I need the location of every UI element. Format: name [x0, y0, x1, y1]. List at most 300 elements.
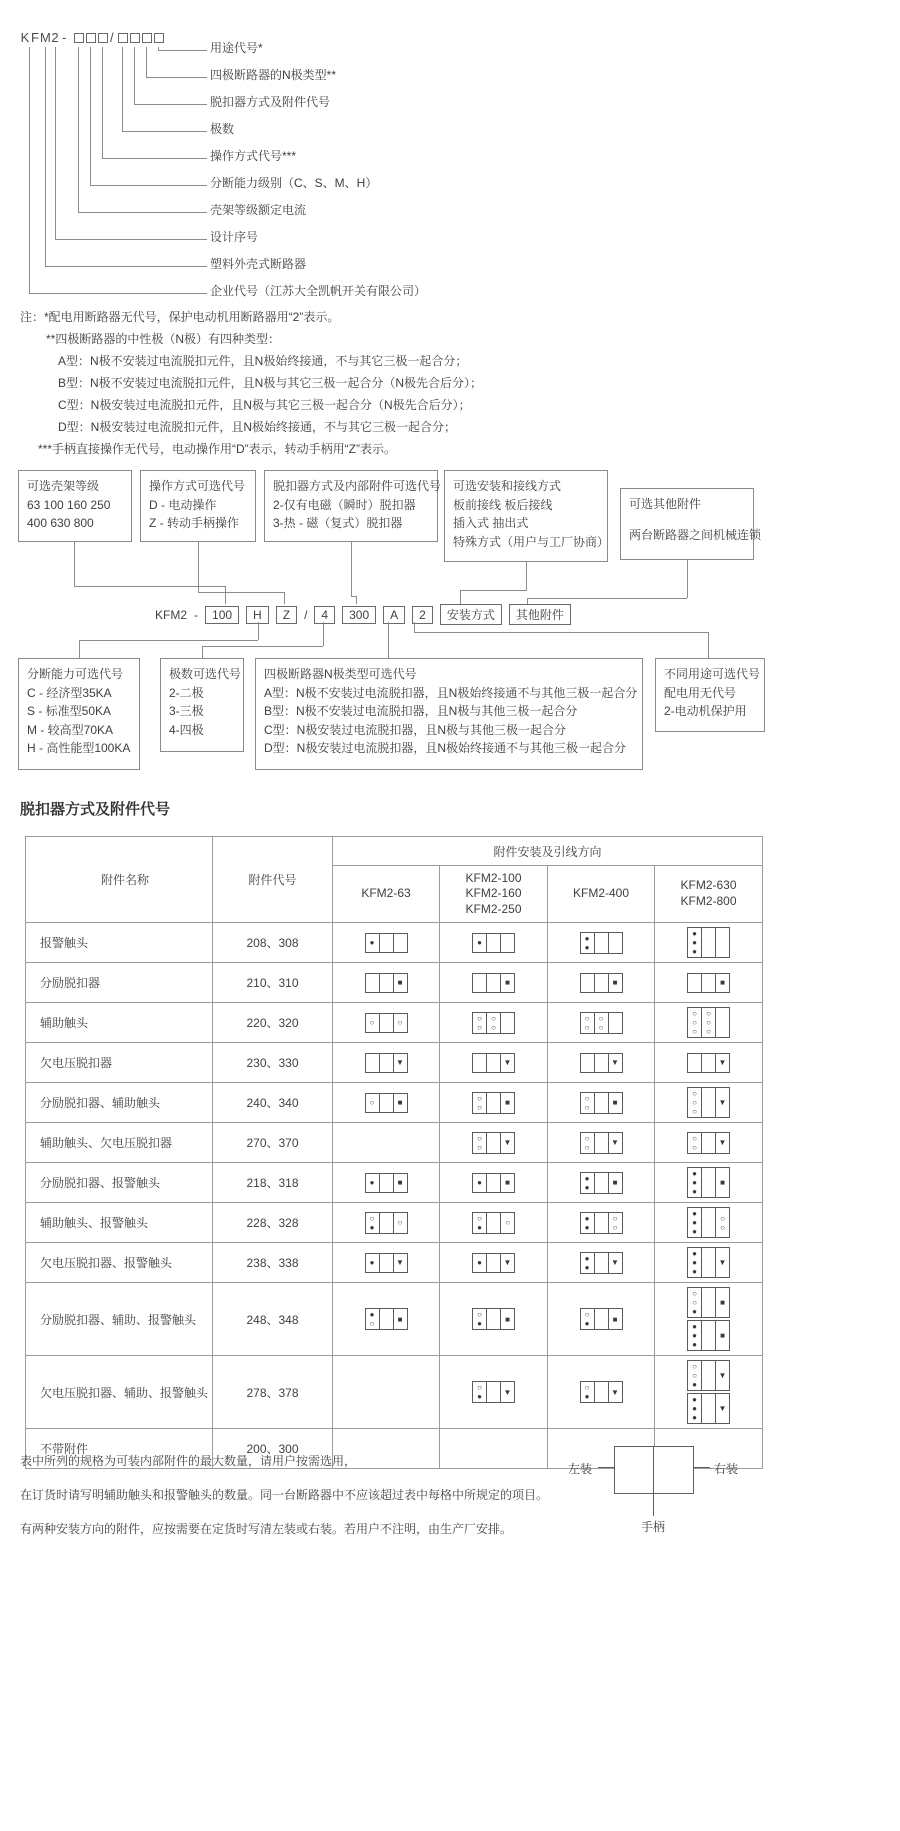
accessory-code: 218、318	[213, 1163, 333, 1203]
accessory-symbol: ●	[692, 1413, 697, 1422]
accessory-row	[26, 1123, 763, 1163]
accessory-symbol: ●	[692, 1404, 697, 1413]
install-compartment	[366, 1213, 380, 1233]
model-part-label: 分断能力级别（C、S、M、H）	[210, 176, 378, 190]
install-compartment	[702, 1133, 716, 1153]
install-box-row	[657, 1207, 760, 1238]
accessory-row	[26, 1083, 763, 1123]
leader-line	[29, 47, 207, 294]
accessory-install-cell	[440, 1356, 548, 1429]
install-compartment	[716, 928, 729, 957]
n-pole-type-options-box	[255, 658, 643, 770]
accessory-code: 208、308	[213, 923, 333, 963]
accessory-symbol: ●	[692, 1331, 697, 1340]
install-box-row	[442, 1173, 545, 1193]
accessory-symbol: ●	[692, 929, 697, 938]
accessory-install-cell	[440, 1123, 548, 1163]
accessory-install-cell	[333, 1003, 440, 1043]
accessory-symbol: ▼	[611, 1058, 619, 1067]
accessory-symbol: ▼	[503, 1258, 512, 1267]
install-compartment	[394, 1309, 407, 1329]
install-compartment	[609, 1054, 622, 1072]
connector-line	[79, 640, 258, 641]
connector-line	[198, 542, 199, 592]
install-compartment	[366, 934, 380, 952]
install-compartment	[595, 1309, 609, 1329]
accessory-symbol: ■	[612, 978, 618, 987]
install-compartment	[702, 1394, 716, 1423]
install-box-row	[550, 1252, 652, 1274]
accessory-symbol: ■	[612, 1314, 618, 1324]
model-letter: K	[20, 30, 30, 45]
accessory-symbol: ●	[692, 1258, 697, 1267]
accessory-symbol: ●	[477, 1178, 482, 1187]
accessory-name: 辅助触头、欠电压脱扣器	[26, 1123, 213, 1163]
accessory-row	[26, 963, 763, 1003]
install-position-box	[472, 1173, 515, 1193]
accessory-symbol: ●	[584, 1253, 590, 1263]
install-compartment	[581, 1173, 595, 1193]
install-position-box	[580, 932, 623, 954]
connector-line	[708, 632, 709, 658]
connector-line	[225, 586, 226, 604]
text-line: 板前接线 板后接线	[453, 497, 553, 512]
install-compartment	[473, 974, 487, 992]
install-compartment	[473, 1213, 487, 1233]
text-line: 2-电动机保护用	[664, 704, 747, 719]
option-box-title: 可选其他附件	[629, 497, 702, 511]
accessory-symbol: ○	[692, 1133, 697, 1143]
install-compartment	[380, 1309, 394, 1329]
footer-note: 有两种安装方向的附件，应按需要在定货时写清左装或右装。若用户不注明，由生产厂安排。	[20, 1522, 513, 1536]
install-compartment	[609, 1213, 622, 1233]
install-compartment	[501, 1054, 514, 1072]
accessory-symbol: ▼	[718, 1258, 727, 1267]
install-box-row	[442, 1012, 545, 1034]
note-line: C型：N极安装过电流脱扣元件，且N极与其它三极一起合分（N极先合后分）；	[58, 398, 471, 412]
accessory-symbol: ○	[369, 1213, 375, 1223]
accessory-row	[26, 1203, 763, 1243]
install-box-row	[442, 1212, 545, 1234]
accessory-symbol: ○	[612, 1213, 618, 1223]
option-box-lines	[27, 684, 131, 758]
accessory-symbol: ●	[692, 1249, 697, 1258]
accessory-symbol: ●	[692, 1380, 697, 1389]
text-line: 特殊方式（用户与工厂协商）	[453, 534, 610, 549]
install-compartment	[581, 1133, 595, 1153]
install-compartment	[473, 1054, 487, 1072]
install-position-box	[580, 1172, 623, 1194]
accessory-row	[26, 1043, 763, 1083]
code-token: 4	[314, 606, 335, 624]
install-compartment	[366, 1309, 380, 1329]
handle-label: 手柄	[641, 1520, 666, 1534]
option-box-lines	[629, 526, 762, 545]
code-token: KFM2	[155, 607, 188, 622]
code-slot-box	[130, 33, 140, 43]
install-compartment	[609, 1173, 622, 1193]
accessory-install-cell	[333, 1083, 440, 1123]
breaker-outline	[614, 1446, 694, 1494]
connector-line	[258, 622, 259, 640]
install-position-box	[580, 973, 623, 993]
accessory-install-cell	[333, 1043, 440, 1083]
install-compartment	[716, 974, 729, 992]
install-compartment	[473, 1133, 487, 1153]
accessory-install-cell	[548, 963, 655, 1003]
install-position-box	[687, 1132, 730, 1154]
install-compartment	[366, 1094, 380, 1112]
install-compartment	[380, 1213, 394, 1233]
install-box-row	[335, 1013, 437, 1033]
accessory-row	[26, 923, 763, 963]
model-letter: F	[31, 30, 39, 45]
install-position-box	[687, 1053, 730, 1073]
text-line: B型：N极不安装过电流脱扣器，且N极与其他三极一起合分	[264, 704, 578, 719]
text-line: H - 高性能型100KA	[27, 741, 131, 756]
accessory-symbol: ○	[584, 1093, 590, 1103]
install-box-row	[442, 1053, 545, 1073]
accessory-symbol: ●	[369, 1222, 375, 1232]
install-box-row	[550, 1172, 652, 1194]
connector-line	[460, 590, 527, 591]
install-box-row	[335, 1093, 437, 1113]
connector-line	[356, 596, 357, 604]
install-box-row	[657, 1167, 760, 1198]
accessory-table	[25, 836, 763, 1469]
accessory-symbol: ○	[369, 1319, 375, 1328]
install-compartment	[609, 1253, 622, 1273]
accessory-install-cell	[655, 1356, 763, 1429]
accessory-symbol: ●	[692, 1322, 697, 1331]
install-box-row	[550, 932, 652, 954]
accessory-symbol: ■	[397, 1178, 403, 1187]
accessory-symbol: ■	[720, 1331, 725, 1340]
connector-line	[388, 622, 389, 658]
accessory-symbol: ○	[720, 1213, 725, 1223]
accessory-install-cell	[333, 1163, 440, 1203]
accessory-code: 230、330	[213, 1043, 333, 1083]
install-compartment	[487, 1054, 501, 1072]
accessory-symbol: ■	[505, 1098, 510, 1107]
install-compartment	[595, 1013, 609, 1033]
accessory-symbol: ○	[584, 1102, 590, 1112]
text-line: 配电用无代号	[664, 685, 737, 700]
install-compartment	[380, 934, 394, 952]
install-compartment	[473, 1254, 487, 1272]
install-compartment	[716, 1008, 729, 1037]
accessory-symbol: ○	[477, 1142, 482, 1152]
install-compartment	[366, 1174, 380, 1192]
accessory-install-cell	[655, 1203, 763, 1243]
install-position-box	[472, 1381, 515, 1403]
install-position-box	[687, 1320, 730, 1351]
accessory-symbol: ○	[397, 1218, 403, 1227]
install-compartment	[487, 1133, 501, 1153]
accessory-install-cell	[333, 923, 440, 963]
connector-line	[527, 598, 687, 599]
install-compartment	[394, 934, 407, 952]
install-compartment	[688, 1208, 702, 1237]
accessory-name: 欠电压脱扣器、辅助、报警触头	[26, 1356, 213, 1429]
install-compartment	[394, 974, 407, 992]
accessory-symbol: ●	[369, 1310, 375, 1319]
accessory-install-cell	[333, 1356, 440, 1429]
text-line: M - 较高型70KA	[27, 722, 114, 737]
accessory-symbol: ○	[477, 1383, 482, 1392]
install-box-row	[550, 1132, 652, 1154]
code-token: A	[383, 606, 405, 624]
col-header-accessory-code: 附件代号	[213, 837, 333, 923]
text-line: 4-四极	[169, 722, 204, 737]
code-token: /	[304, 607, 308, 622]
install-compartment	[609, 1309, 622, 1329]
install-compartment	[702, 974, 716, 992]
option-box-title: 分断能力可选代号	[27, 667, 124, 681]
accessory-name: 辅助触头	[26, 1003, 213, 1043]
accessory-symbol: ○	[692, 1142, 697, 1152]
accessory-symbol: ●	[692, 938, 697, 947]
install-compartment	[595, 1133, 609, 1153]
accessory-symbol: ○	[692, 1298, 697, 1307]
release-type-options-box	[264, 470, 442, 542]
connector-line	[351, 542, 352, 596]
operation-mode-options-box	[140, 470, 256, 542]
accessory-symbol: ○	[584, 1022, 590, 1032]
accessory-symbol: ●	[584, 1173, 590, 1183]
text-line: S - 标准型50KA	[27, 704, 112, 719]
code-slot-box	[98, 33, 108, 43]
accessory-symbol: ●	[584, 1213, 590, 1223]
accessory-symbol: ○	[397, 1018, 403, 1027]
accessory-row	[26, 1003, 763, 1043]
install-compartment	[581, 1013, 595, 1033]
code-slot-box	[142, 33, 152, 43]
accessory-install-cell	[333, 1123, 440, 1163]
accessory-symbol: ●	[369, 1178, 375, 1187]
accessory-install-cell	[440, 963, 548, 1003]
text-line: 3-热 - 磁（复式）脱扣器	[273, 516, 403, 531]
install-compartment	[609, 974, 622, 992]
accessory-symbol: ●	[692, 1218, 697, 1227]
accessory-symbol: ●	[584, 1182, 590, 1192]
model-letter: M	[40, 30, 51, 45]
note-line: **四极断路器的中性极（N极）有四种类型：	[46, 332, 281, 346]
accessory-install-cell	[655, 1083, 763, 1123]
install-compartment	[688, 1133, 702, 1153]
install-position-box	[365, 973, 408, 993]
accessory-symbol: ▼	[396, 1258, 404, 1267]
text-line: KFM2-100	[465, 870, 522, 885]
install-compartment	[473, 1382, 487, 1402]
install-compartment	[716, 1208, 729, 1237]
install-compartment	[716, 1361, 729, 1390]
connector-line	[202, 646, 323, 647]
install-compartment	[487, 1174, 501, 1192]
accessory-symbol: ▼	[396, 1058, 404, 1067]
option-box-lines	[264, 684, 638, 758]
accessory-code: 240、340	[213, 1083, 333, 1123]
option-box-title: 可选壳架等级	[27, 479, 100, 493]
accessory-install-cell	[548, 1356, 655, 1429]
install-compartment	[473, 1093, 487, 1113]
install-position-box	[472, 933, 515, 953]
install-compartment	[487, 1309, 501, 1329]
accessory-code: 228、328	[213, 1203, 333, 1243]
accessory-symbol: ▼	[718, 1371, 727, 1380]
install-compartment	[609, 933, 622, 953]
col-header-frame-400	[548, 866, 655, 923]
install-box-row	[442, 933, 545, 953]
accessory-symbol: ○	[692, 1027, 697, 1036]
install-box-row	[550, 1308, 652, 1330]
install-box-row	[550, 1012, 652, 1034]
install-compartment	[581, 1054, 595, 1072]
install-box-row	[335, 1212, 437, 1234]
col-header-accessory-name: 附件名称	[26, 837, 213, 923]
text-line: 63 100 160 250	[27, 497, 111, 512]
accessory-symbol: ○	[598, 1013, 604, 1023]
model-part-label: 企业代号（江苏大全凯帆开关有限公司）	[210, 284, 427, 298]
accessory-symbol: ○	[505, 1218, 510, 1227]
install-position-box	[472, 1308, 515, 1330]
install-compartment	[473, 1174, 487, 1192]
install-box-row	[442, 1308, 545, 1330]
accessory-install-cell	[333, 1283, 440, 1356]
install-compartment	[581, 1253, 595, 1273]
accessory-install-cell	[440, 1243, 548, 1283]
accessory-symbol: ○	[584, 1142, 590, 1152]
note-line: D型：N极安装过电流脱扣元件，且N极始终接通，不与其它三极一起合分；	[58, 420, 457, 434]
install-box-row	[657, 1360, 760, 1391]
install-compartment	[688, 974, 702, 992]
accessory-install-cell	[655, 1123, 763, 1163]
text-line: KFM2-800	[680, 894, 737, 908]
text-line: KFM2-630	[680, 878, 737, 893]
accessory-symbol: ●	[477, 1392, 482, 1401]
install-compartment	[501, 1213, 514, 1233]
install-compartment	[501, 1254, 514, 1272]
connector-line	[323, 622, 324, 646]
model-part-label: 极数	[210, 122, 235, 136]
install-compartment	[487, 1013, 501, 1033]
install-compartment	[688, 1361, 702, 1390]
code-slot-box	[74, 33, 84, 43]
install-position-box	[472, 1253, 515, 1273]
pole-count-options-box	[160, 658, 244, 752]
accessory-install-cell	[548, 1283, 655, 1356]
install-compartment	[473, 1013, 487, 1033]
accessory-symbol: ●	[477, 1258, 482, 1267]
accessory-table-body	[26, 923, 763, 1469]
install-compartment	[595, 1382, 609, 1402]
install-position-box	[687, 973, 730, 993]
install-box-row	[335, 973, 437, 993]
text-line: 两台断路器之间机械连锁	[629, 527, 762, 542]
accessory-symbol: ○	[491, 1022, 496, 1032]
accessory-install-cell	[440, 1083, 548, 1123]
option-box-title: 四极断路器N极类型可选代号	[264, 667, 417, 681]
install-compartment	[501, 1133, 514, 1153]
option-box-title: 可选安装和接线方式	[453, 479, 562, 493]
install-compartment	[487, 1382, 501, 1402]
accessory-symbol: ●	[584, 933, 590, 943]
accessory-symbol: ■	[505, 1178, 510, 1187]
install-compartment	[380, 1254, 394, 1272]
accessory-symbol: ■	[397, 978, 403, 987]
accessory-code: 238、338	[213, 1243, 333, 1283]
model-part-label: 操作方式代号***	[210, 149, 297, 163]
left-mount-label: 左装	[568, 1462, 593, 1476]
install-compartment	[716, 1168, 729, 1197]
code-slot-box	[118, 33, 128, 43]
text-line: KFM2-160	[465, 886, 522, 901]
install-compartment	[716, 1288, 729, 1317]
accessory-install-cell	[548, 1243, 655, 1283]
accessory-symbol: ▼	[718, 1058, 727, 1067]
text-line: 2-二极	[169, 685, 204, 700]
accessory-symbol: ○	[584, 1310, 590, 1319]
accessory-symbol: ○	[692, 1018, 697, 1027]
install-compartment	[366, 1254, 380, 1272]
code-slot-box	[86, 33, 96, 43]
accessory-symbol: ○	[477, 1093, 482, 1103]
connector-line	[687, 560, 688, 598]
accessory-name: 分励脱扣器、辅助触头	[26, 1083, 213, 1123]
right-mount-label: 右装	[714, 1462, 739, 1476]
accessory-symbol: ●	[692, 947, 697, 956]
text-line: 插入式 抽出式	[453, 516, 529, 531]
option-box-title: 操作方式可选代号	[149, 479, 246, 493]
col-header-frame-100-250	[440, 866, 548, 923]
accessory-symbol: ■	[720, 978, 725, 987]
accessory-install-cell	[655, 1003, 763, 1043]
code-token: 300	[342, 606, 376, 624]
model-part-label: 用途代号*	[210, 41, 263, 55]
install-compartment	[595, 1173, 609, 1193]
breaking-capacity-options-box	[18, 658, 140, 770]
accessory-symbol: ■	[397, 1098, 403, 1107]
col-header-frame-63	[333, 866, 440, 923]
accessory-symbol: ○	[706, 1027, 711, 1036]
accessory-install-cell	[655, 1283, 763, 1356]
accessory-install-cell	[333, 963, 440, 1003]
install-compartment	[380, 1094, 394, 1112]
accessory-symbol: ○	[720, 1222, 725, 1232]
install-compartment	[581, 1093, 595, 1113]
code-token: 100	[205, 606, 239, 624]
install-position-box	[365, 1212, 408, 1234]
install-compartment	[609, 1133, 622, 1153]
accessory-install-cell	[440, 1043, 548, 1083]
install-compartment	[595, 1093, 609, 1113]
code-token: 2	[412, 606, 433, 624]
accessory-symbol: ●	[477, 1222, 482, 1232]
install-compartment	[366, 1054, 380, 1072]
install-position-box	[472, 1092, 515, 1114]
accessory-name: 分励脱扣器	[26, 963, 213, 1003]
text-line: KFM2-400	[572, 886, 630, 901]
install-box-row	[335, 1253, 437, 1273]
connector-line	[198, 592, 284, 593]
accessory-table-head	[26, 837, 763, 923]
code-token: Z	[276, 606, 297, 624]
accessory-symbol: ○	[369, 1018, 375, 1027]
accessory-symbol: ○	[369, 1098, 375, 1107]
breaker-center-line	[653, 1446, 654, 1494]
install-compartment	[487, 1093, 501, 1113]
install-compartment	[501, 1013, 514, 1033]
